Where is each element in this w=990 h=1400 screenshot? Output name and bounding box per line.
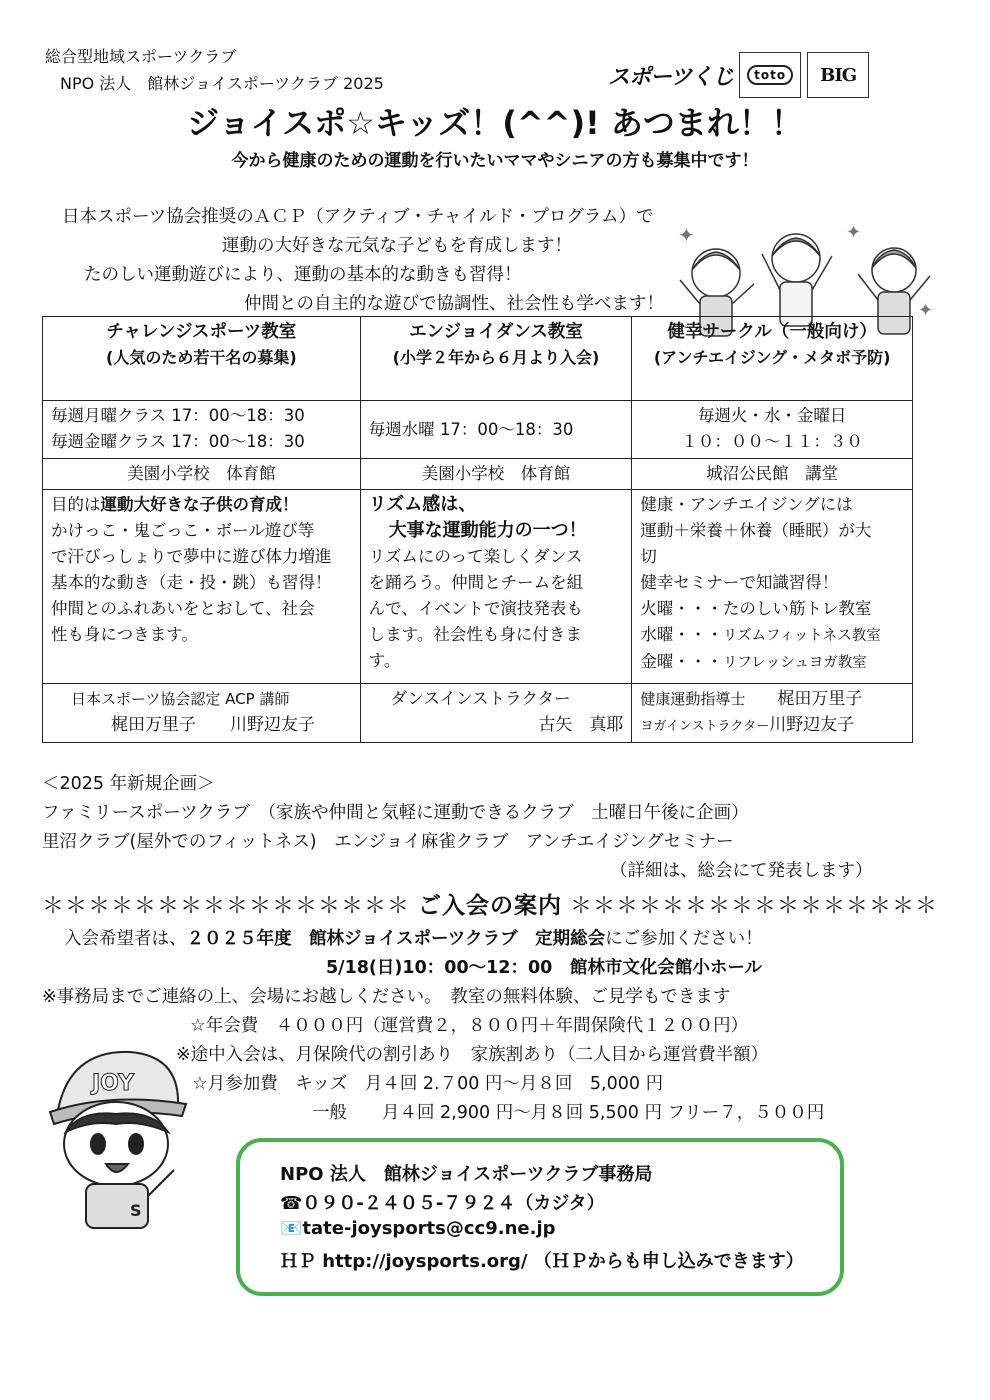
club-name: NPO 法人 館林ジョイスポーツクラブ 2025 (60, 74, 384, 93)
new-plans-line: 里沼クラブ(屋外でのフィットネス) エンジョイ麻雀クラブ アンチエイジングセミナー (42, 832, 734, 852)
club-type: 総合型地域スポーツクラブ (45, 47, 237, 66)
intro-line: 日本スポーツ協会推奨のＡＣＰ（アクティブ・チャイルド・プログラム）で (62, 207, 654, 227)
mascot-illustration (40, 1040, 190, 1240)
program-schedule: 毎週水曜 17：00〜18：30 (360, 401, 632, 459)
midterm-discount: ※途中入会は、月保険代の割引あり 家族割あり（二人目から運営費半額） (176, 1045, 769, 1065)
contact-email[interactable]: 📧tate-joysports@cc9.ne.jp (280, 1218, 556, 1239)
intro-line: 運動の大好きな元気な子どもを育成します！ (222, 236, 572, 256)
program-place: 美園小学校 体育館 (43, 459, 361, 490)
program-schedule: 毎週火・水・金曜日 １０：００〜１１：３０ (632, 401, 913, 459)
program-header-dance: エンジョイダンス教室 (小学２年から６月より入会) (360, 317, 632, 401)
contact-org: NPO 法人 館林ジョイスポーツクラブ事務局 (280, 1164, 653, 1185)
program-description: 健康・アンチエイジングには 運動＋栄養＋休養（睡眠）が大 切 健幸セミナーで知識習得！ 火曜・・・たのしい筋トレ教室 水曜・・・リズムフィットネス教室 金曜・・・リフレッシュヨガ教室 (632, 490, 913, 684)
program-header-health: 健幸サークル（一般向け） (アンチエイジング・メタボ予防) (632, 317, 913, 401)
contact-phone[interactable]: ☎０９０-２４０５-７９２４（カジタ） (280, 1193, 605, 1214)
new-plans-line: ファミリースポーツクラブ （家族や仲間と気軽に運動できるクラブ 土曜日午後に企画） (42, 803, 749, 823)
program-description: 目的は運動大好きな子供の育成！ かけっこ・鬼ごっこ・ボール遊び等 で汗びっしょりで夢中に遊び体力増進 基本的な動き（走・投・跳）も習得！ 仲間とのふれあいをとおして、社会 性も身につきます。 (43, 490, 361, 684)
svg-text:S: S (130, 1201, 142, 1220)
monthly-fee-kids: ☆月参加費 キッズ 月４回 2.７00 円〜月８回 5,000 円 (192, 1074, 664, 1094)
join-line: 入会希望者は、２０２５年度 館林ジョイスポーツクラブ 定期総会にご参加ください！ (64, 929, 763, 949)
program-table (42, 316, 913, 743)
program-header-challenge: チャレンジスポーツ教室 (人気のため若干名の募集) (43, 317, 361, 401)
intro-line: たのしい運動遊びにより、運動の基本的な動きも習得！ (84, 265, 522, 285)
join-note: ※事務局までご連絡の上、会場にお越しください。 教室の無料体験、ご見学もできます (42, 987, 731, 1007)
program-place: 美園小学校 体育館 (360, 459, 632, 490)
sponsor-logos (608, 52, 869, 98)
page-title: ジョイスポ☆キッズ！(^^)! あつまれ！！ (187, 104, 803, 142)
new-plans-note: （詳細は、総会にて発表します） (610, 861, 873, 881)
program-place: 城沼公民館 講堂 (632, 459, 913, 490)
program-instructors: ダンスインストラクター 古矢 真耶 (360, 684, 632, 743)
svg-text:✦: ✦ (918, 300, 934, 321)
program-instructors: 日本スポーツ協会認定 ACP 講師 梶田万里子 川野辺友子 (43, 684, 361, 743)
join-heading: ご入会の案内 (418, 893, 563, 919)
program-schedule: 毎週月曜クラス 17：00〜18：30 毎週金曜クラス 17：00〜18：30 (43, 401, 361, 459)
contact-box (236, 1138, 844, 1296)
meeting-datetime: 5/18(日)10：00〜12：00 館林市文化会館小ホール (326, 958, 762, 978)
svg-text:JOY: JOY (92, 1071, 135, 1096)
contact-homepage[interactable]: ＨＰ http://joysports.org/ （ＨＰからも申し込みできます） (280, 1251, 804, 1272)
annual-fee: ☆年会費 ４０００円（運営費２，８００円＋年間保険代１２００円） (190, 1016, 749, 1036)
join-heading-row: ＊＊＊＊＊＊＊＊＊＊＊＊＊＊＊＊ ご入会の案内 ＊＊＊＊＊＊＊＊＊＊＊＊＊＊＊＊ (42, 893, 939, 919)
sports-kuji-logo: スポーツくじ (608, 64, 734, 90)
toto-logo: toto (739, 52, 801, 98)
monthly-fee-general: 一般 月４回 2,900 円〜月８回 5,500 円 フリー７，５００円 (312, 1103, 825, 1123)
svg-text:✦: ✦ (846, 222, 862, 243)
svg-text:✦: ✦ (678, 223, 695, 247)
program-instructors: 健康運動指導士 梶田万里子 ヨガインストラクター川野辺友子 (632, 684, 913, 743)
page-subtitle: 今から健康のための運動を行いたいママやシニアの方も募集中です！ (231, 151, 759, 171)
program-description: リズム感は、 大事な運動能力の一つ！ リズムにのって楽しくダンス を踊ろう。仲間とチームを組 んで、イベントで演技発表も します。社会性も身に付きま す。 (360, 490, 632, 684)
intro-line: 仲間との自主的な遊びで協調性、社会性も学べます！ (244, 294, 664, 314)
new-plans-heading: ＜2025 年新規企画＞ (42, 774, 215, 794)
big-logo: BIG (807, 52, 869, 98)
